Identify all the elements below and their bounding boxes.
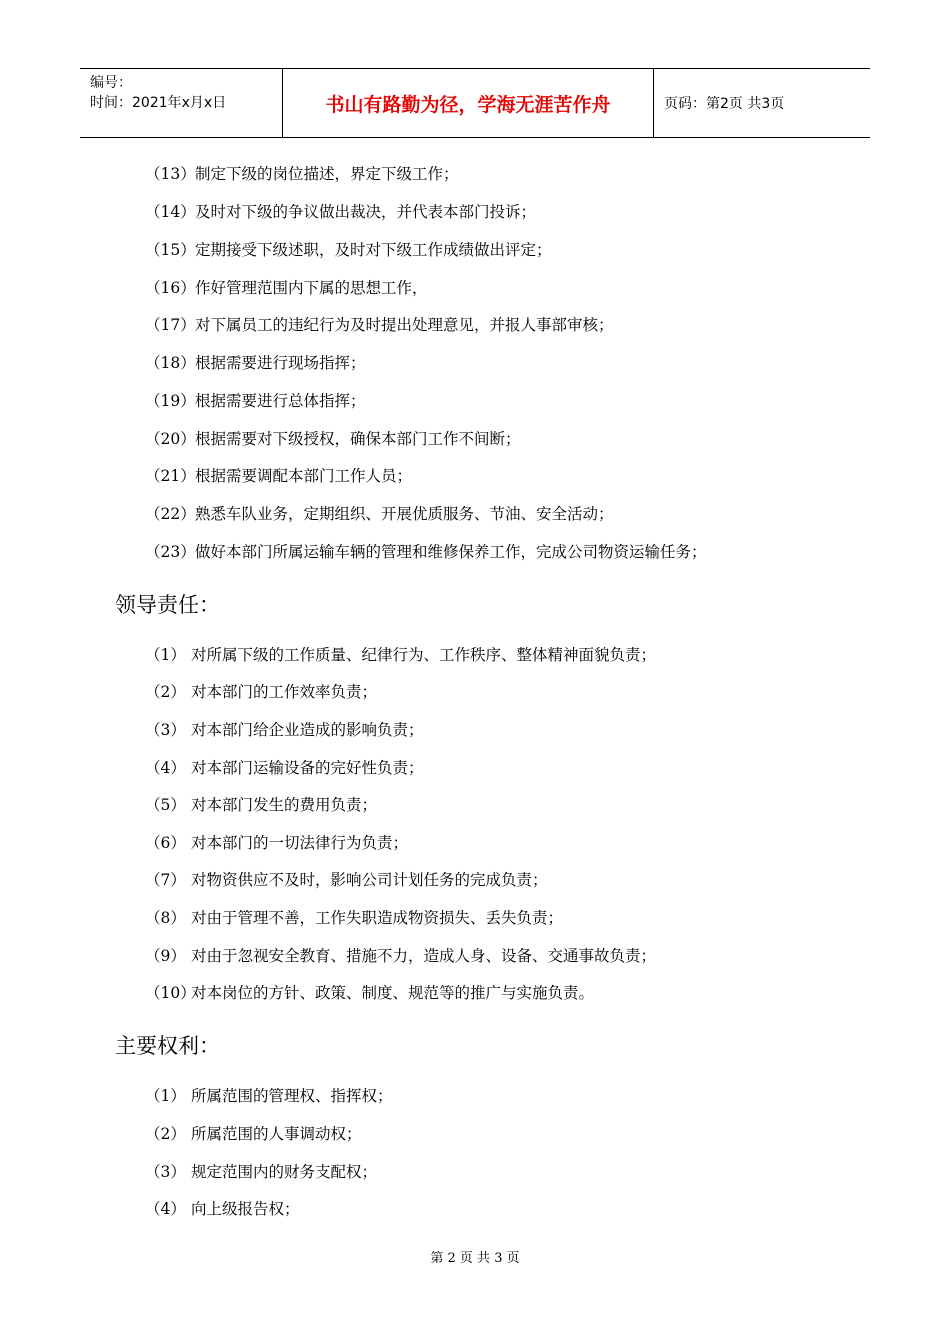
page-label: 页码：第2页 共3页 (664, 96, 785, 112)
item-number: （10） (145, 984, 196, 1002)
page-header (80, 68, 870, 138)
item-text: 根据需要进行现场指挥； (195, 354, 366, 372)
leadership-item (145, 906, 563, 930)
leadership-item (145, 680, 377, 704)
leadership-item (145, 718, 424, 742)
header-motto-cell (282, 69, 654, 137)
rights-item (145, 1160, 377, 1184)
item-text: 制定下级的岗位描述，界定下级工作； (195, 165, 459, 183)
leadership-item (145, 643, 656, 667)
duty-item (145, 502, 614, 526)
item-number: （1） (145, 1087, 186, 1105)
leadership-item (145, 793, 377, 817)
item-number: （23） (145, 543, 196, 561)
item-number: （3） (145, 1163, 186, 1181)
item-number: （14） (145, 203, 196, 221)
item-number: （6） (145, 834, 186, 852)
number-label: 编号： (90, 75, 132, 91)
section-title-rights: 主要权利： (115, 1034, 220, 1058)
item-text: 作好管理范围内下属的思想工作， (195, 279, 428, 297)
duty-item (145, 162, 459, 186)
duty-item (145, 351, 366, 375)
item-number: （16） (145, 279, 196, 297)
item-text: 及时对下级的争议做出裁决，并代表本部门投诉； (195, 203, 537, 221)
item-text: 对本部门运输设备的完好性负责； (191, 759, 424, 777)
leadership-item (145, 756, 424, 780)
duty-item (145, 313, 614, 337)
item-number: （2） (145, 1125, 186, 1143)
item-number: （1） (145, 646, 186, 664)
rights-item (145, 1084, 393, 1108)
duty-item (145, 276, 428, 300)
duty-item (145, 464, 412, 488)
item-text: 对本部门给企业造成的影响负责； (191, 721, 424, 739)
header-page-cell (654, 69, 870, 137)
item-text: 对所属下级的工作质量、纪律行为、工作秩序、整体精神面貌负责； (191, 646, 657, 664)
item-number: （9） (145, 947, 186, 965)
item-number: （5） (145, 796, 186, 814)
item-number: （4） (145, 1200, 186, 1218)
item-text: 对由于忽视安全教育、措施不力，造成人身、设备、交通事故负责； (191, 947, 657, 965)
item-text: 对本部门的工作效率负责； (191, 683, 378, 701)
item-text: 根据需要调配本部门工作人员； (195, 467, 413, 485)
motto: 书山有路勤为径，学海无涯苦作舟 (325, 93, 611, 116)
item-text: 规定范围内的财务支配权； (191, 1163, 378, 1181)
item-text: 熟悉车队业务，定期组织、开展优质服务、节油、安全活动； (195, 505, 614, 523)
item-number: （15） (145, 241, 196, 259)
item-number: （4） (145, 759, 186, 777)
duty-item (145, 200, 536, 224)
item-number: （3） (145, 721, 186, 739)
duty-item (145, 389, 366, 413)
item-text: 对本部门发生的费用负责； (191, 796, 378, 814)
item-text: 对下属员工的违纪行为及时提出处理意见，并报人事部审核； (195, 316, 614, 334)
page-footer: 第 2 页 共 3 页 (430, 1251, 520, 1266)
rights-item (145, 1197, 300, 1221)
item-text: 做好本部门所属运输车辆的管理和维修保养工作，完成公司物资运输任务； (195, 543, 707, 561)
leadership-item (145, 868, 548, 892)
item-number: （7） (145, 871, 186, 889)
item-number: （13） (145, 165, 196, 183)
item-text: 所属范围的管理权、指挥权； (191, 1087, 393, 1105)
item-number: （17） (145, 316, 196, 334)
item-text: 向上级报告权； (191, 1200, 300, 1218)
item-number: （19） (145, 392, 196, 410)
leadership-item (145, 831, 408, 855)
item-text: 对本部门的一切法律行为负责； (191, 834, 409, 852)
item-text: 对本岗位的方针、政策、制度、规范等的推广与实施负责。 (191, 984, 595, 1002)
item-number: （18） (145, 354, 196, 372)
item-text: 对由于管理不善，工作失职造成物资损失、丢失负责； (191, 909, 564, 927)
item-text: 所属范围的人事调动权； (191, 1125, 362, 1143)
duty-item (145, 238, 552, 262)
item-text: 对物资供应不及时，影响公司计划任务的完成负责； (191, 871, 548, 889)
item-text: 根据需要对下级授权，确保本部门工作不间断； (195, 430, 521, 448)
leadership-item (145, 944, 656, 968)
item-number: （22） (145, 505, 196, 523)
item-text: 根据需要进行总体指挥； (195, 392, 366, 410)
time-label: 时间：2021年x月x日 (90, 95, 227, 111)
duty-item (145, 540, 707, 564)
header-meta (80, 69, 282, 137)
item-number: （2） (145, 683, 186, 701)
leadership-item (145, 981, 594, 1005)
item-number: （21） (145, 467, 196, 485)
section-title-leadership: 领导责任： (115, 593, 220, 617)
rights-item (145, 1122, 362, 1146)
duty-item (145, 427, 521, 451)
item-number: （8） (145, 909, 186, 927)
item-number: （20） (145, 430, 196, 448)
item-text: 定期接受下级述职，及时对下级工作成绩做出评定； (195, 241, 552, 259)
